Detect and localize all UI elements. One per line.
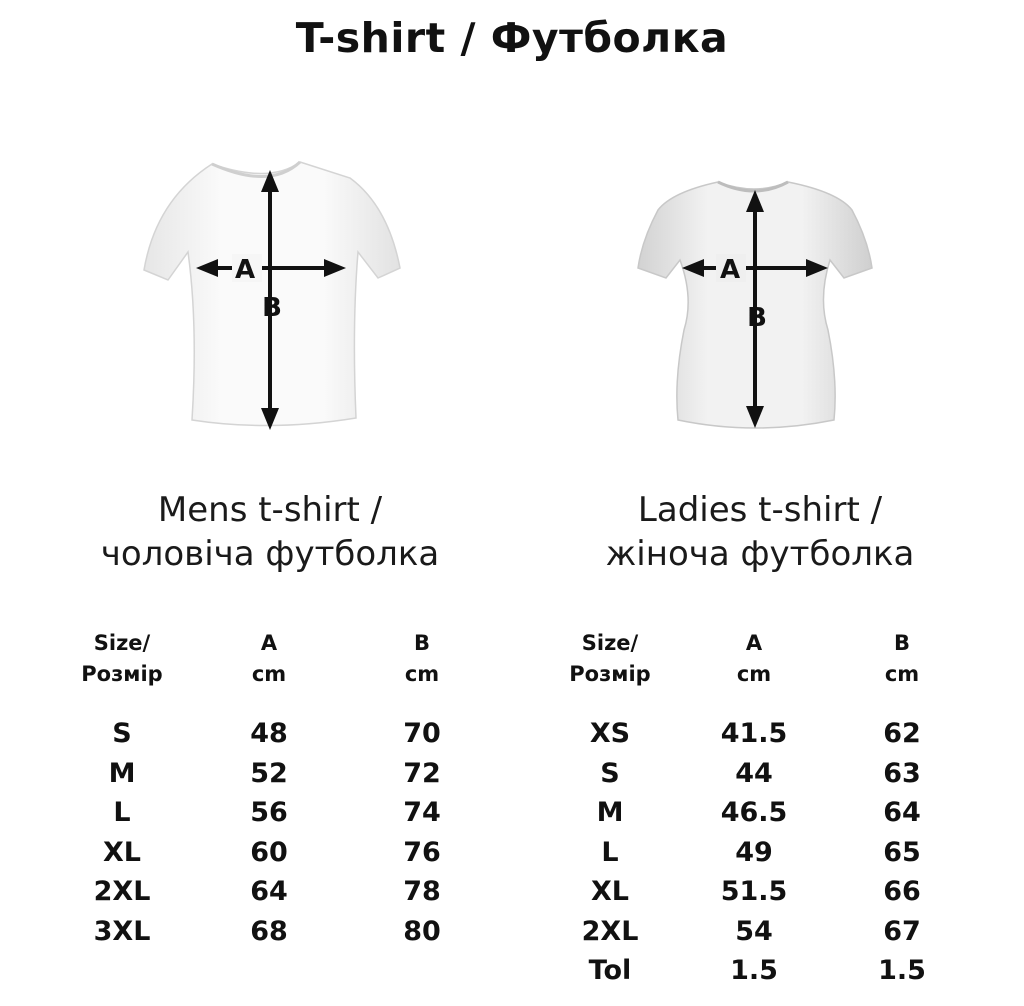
table-row [548, 833, 968, 873]
ladies-table-header [548, 628, 968, 714]
mens-header-a: A cm [251, 631, 287, 686]
size-cell: L [601, 836, 619, 868]
table-row [548, 872, 968, 912]
b-cell: 62 [883, 718, 921, 749]
a-cell: 54 [735, 915, 773, 947]
mens-label-a: A [234, 255, 256, 285]
b-cell: 64 [883, 797, 921, 828]
a-cell: 49 [735, 836, 773, 868]
a-cell: 41.5 [720, 718, 788, 749]
b-cell: 74 [403, 797, 441, 828]
ladies-tshirt-illustration [630, 170, 880, 440]
a-cell: 64 [250, 876, 288, 907]
a-cell: 60 [250, 836, 288, 868]
size-cell: Tol [588, 955, 632, 986]
table-row [60, 754, 490, 794]
size-cell: M [596, 797, 624, 828]
a-cell: 68 [250, 915, 288, 947]
ladies-size-table [548, 628, 968, 991]
size-cell: L [113, 797, 131, 828]
b-cell: 72 [403, 757, 441, 789]
mens-table-header [60, 628, 490, 714]
table-row [60, 793, 490, 833]
table-row [60, 872, 490, 912]
table-row [548, 793, 968, 833]
ladies-caption-line2: жіноча футболка [605, 534, 915, 574]
size-cell: XL [590, 876, 630, 907]
ladies-caption-line1: Ladies t-shirt / [637, 490, 883, 530]
table-row [548, 912, 968, 952]
size-cell: XS [589, 718, 631, 749]
mens-label-b: B [262, 293, 282, 323]
a-cell: 52 [250, 757, 288, 789]
a-cell: 56 [250, 797, 288, 828]
size-cell: S [600, 757, 620, 789]
mens-caption-line2: чоловіча футболка [100, 534, 440, 574]
b-cell: 63 [883, 757, 921, 789]
b-cell: 70 [403, 718, 441, 749]
ladies-header-b: B cm [884, 631, 920, 686]
a-cell: 51.5 [720, 876, 788, 907]
table-row [60, 714, 490, 754]
a-cell: 1.5 [730, 955, 778, 986]
table-row [60, 912, 490, 952]
b-cell: 76 [403, 836, 441, 868]
size-cell: S [112, 718, 132, 749]
b-cell: 65 [883, 836, 921, 868]
table-row [548, 714, 968, 754]
a-cell: 48 [250, 718, 288, 749]
mens-caption [40, 488, 500, 576]
table-row [548, 754, 968, 794]
b-cell: 67 [883, 915, 921, 947]
mens-header-size: Size/ Розмір [81, 631, 163, 686]
table-row [60, 833, 490, 873]
size-cell: 2XL [581, 915, 639, 947]
size-cell: 2XL [93, 876, 151, 907]
ladies-caption [530, 488, 990, 576]
a-cell: 46.5 [720, 797, 788, 828]
mens-tshirt-illustration [130, 150, 410, 440]
mens-header-b: B cm [404, 631, 440, 686]
mens-caption-line1: Mens t-shirt / [157, 490, 383, 530]
size-cell: XL [102, 836, 142, 868]
size-cell: 3XL [93, 915, 151, 947]
b-cell: 80 [403, 915, 441, 947]
b-cell: 66 [883, 876, 921, 907]
page-title: T-shirt / Футболка [295, 14, 729, 62]
size-cell: M [108, 757, 136, 789]
ladies-header-size: Size/ Розмір [569, 631, 651, 686]
table-row [548, 951, 968, 991]
a-cell: 44 [735, 757, 773, 789]
ladies-header-a: A cm [736, 631, 772, 686]
mens-size-table [60, 628, 490, 951]
ladies-label-a: A [719, 255, 741, 285]
b-cell: 78 [403, 876, 441, 907]
ladies-label-b: B [747, 303, 767, 333]
b-cell: 1.5 [878, 955, 926, 986]
